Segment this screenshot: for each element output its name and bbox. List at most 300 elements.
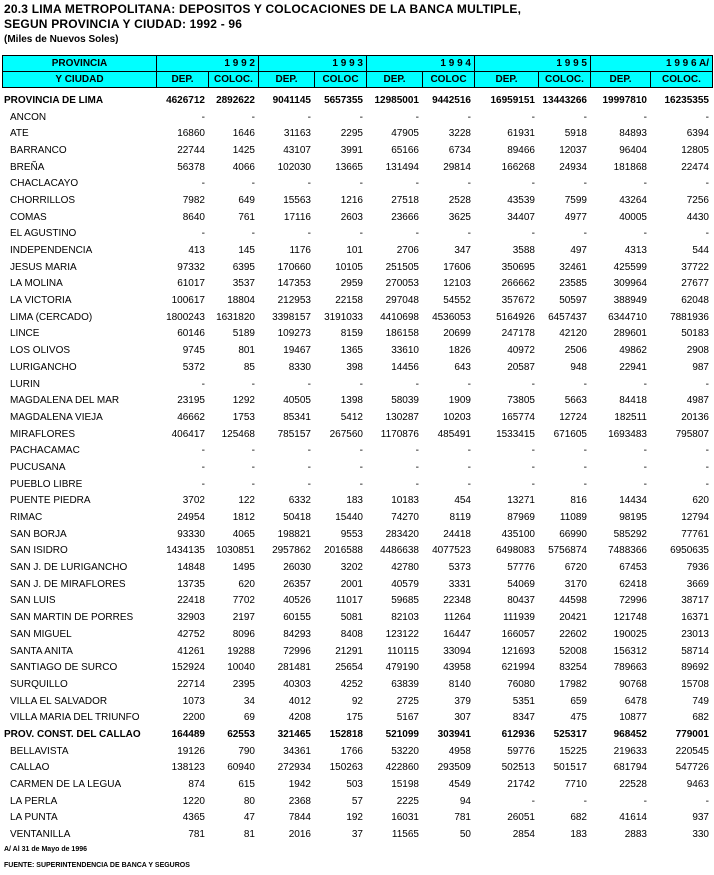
cell-value: 18804 xyxy=(227,295,255,307)
cell-value: - xyxy=(705,228,709,240)
cell-value: 19467 xyxy=(283,345,311,357)
cell-value: 50418 xyxy=(283,512,311,524)
table-row xyxy=(2,693,712,710)
header-sub: DEP. xyxy=(259,72,315,88)
cell-value: 388949 xyxy=(613,295,647,307)
cell-value: - xyxy=(583,378,587,390)
cell-value: 85 xyxy=(243,361,255,373)
row-label: LURIN xyxy=(10,378,41,390)
cell-value: 17982 xyxy=(559,678,587,690)
table-row xyxy=(2,476,712,493)
cell-value: 1030851 xyxy=(216,545,255,557)
cell-value: 779001 xyxy=(675,728,709,740)
cell-value: 219633 xyxy=(613,745,647,757)
cell-value: - xyxy=(531,461,535,473)
row-label: ANCON xyxy=(10,111,47,123)
cell-value: 2603 xyxy=(340,211,363,223)
cell-value: 32903 xyxy=(177,612,205,624)
cell-value: 247178 xyxy=(501,328,535,340)
cell-value: - xyxy=(643,178,647,190)
cell-value: - xyxy=(705,461,709,473)
cell-value: 6332 xyxy=(288,495,311,507)
cell-value: 181868 xyxy=(613,161,647,173)
cell-value: 15440 xyxy=(335,512,363,524)
cell-value: - xyxy=(467,111,471,123)
cell-value: 77761 xyxy=(681,528,709,540)
cell-value: 19288 xyxy=(227,645,255,657)
cell-value: - xyxy=(467,178,471,190)
cell-value: 22158 xyxy=(335,295,363,307)
cell-value: 44598 xyxy=(559,595,587,607)
row-label: RIMAC xyxy=(10,512,43,524)
cell-value: - xyxy=(307,445,311,457)
cell-value: 612936 xyxy=(501,728,535,740)
header-year: 1 9 9 5 xyxy=(475,56,591,72)
cell-value: 4066 xyxy=(232,161,255,173)
cell-value: - xyxy=(251,228,255,240)
cell-value: 72996 xyxy=(283,645,311,657)
cell-value: 5412 xyxy=(340,411,363,423)
cell-value: 1220 xyxy=(182,795,205,807)
cell-value: 7936 xyxy=(686,562,709,574)
cell-value: - xyxy=(643,795,647,807)
cell-value: - xyxy=(307,478,311,490)
cell-value: - xyxy=(531,228,535,240)
header-sub: COLOC. xyxy=(651,72,713,88)
cell-value: 138123 xyxy=(171,762,205,774)
cell-value: 22348 xyxy=(443,595,471,607)
cell-value: 1646 xyxy=(232,128,255,140)
cell-value: 109273 xyxy=(277,328,311,340)
cell-value: - xyxy=(467,378,471,390)
row-label: LINCE xyxy=(10,328,40,340)
cell-value: 521099 xyxy=(385,728,419,740)
row-label: MAGDALENA VIEJA xyxy=(10,411,103,423)
cell-value: - xyxy=(359,228,363,240)
cell-value: - xyxy=(359,461,363,473)
cell-value: 85341 xyxy=(283,411,311,423)
cell-value: 2506 xyxy=(564,345,587,357)
cell-value: 23195 xyxy=(177,395,205,407)
cell-value: 40579 xyxy=(391,578,419,590)
cell-value: 682 xyxy=(570,812,587,824)
cell-value: 14848 xyxy=(177,562,205,574)
cell-value: 8096 xyxy=(232,628,255,640)
cell-value: 24934 xyxy=(559,161,587,173)
cell-value: 1800243 xyxy=(166,311,205,323)
cell-value: 12724 xyxy=(559,411,587,423)
cell-value: 165774 xyxy=(501,411,535,423)
cell-value: 801 xyxy=(238,345,255,357)
cell-value: 5164926 xyxy=(496,311,535,323)
cell-value: 152818 xyxy=(329,728,363,740)
cell-value: 101 xyxy=(346,245,363,257)
cell-value: 350695 xyxy=(501,261,535,273)
cell-value: 40526 xyxy=(283,595,311,607)
cell-value: 272934 xyxy=(277,762,311,774)
cell-value: 948 xyxy=(570,361,587,373)
cell-value: 92 xyxy=(351,695,363,707)
cell-value: - xyxy=(359,178,363,190)
cell-value: 20699 xyxy=(443,328,471,340)
cell-value: 42752 xyxy=(177,628,205,640)
cell-value: 547726 xyxy=(675,762,709,774)
cell-value: 2295 xyxy=(340,128,363,140)
header-sub: DEP. xyxy=(475,72,539,88)
cell-value: 1942 xyxy=(288,779,311,791)
cell-value: 89466 xyxy=(507,144,535,156)
cell-value: 11264 xyxy=(443,612,471,624)
cell-value: 46662 xyxy=(177,411,205,423)
cell-value: 283420 xyxy=(385,528,419,540)
cell-value: 15198 xyxy=(391,779,419,791)
cell-value: 4987 xyxy=(686,395,709,407)
cell-value: 31163 xyxy=(283,128,311,140)
cell-value: 251505 xyxy=(385,261,419,273)
cell-value: 15225 xyxy=(559,745,587,757)
row-label: LIMA (CERCADO) xyxy=(10,311,93,323)
cell-value: 12794 xyxy=(681,512,709,524)
cell-value: 4252 xyxy=(340,678,363,690)
cell-value: 16860 xyxy=(177,128,205,140)
cell-value: 2016 xyxy=(288,829,311,841)
table-row xyxy=(2,209,712,226)
cell-value: 67453 xyxy=(619,562,647,574)
cell-value: 1533415 xyxy=(496,428,535,440)
cell-value: 12037 xyxy=(559,144,587,156)
cell-value: - xyxy=(705,478,709,490)
header-sub: DEP. xyxy=(591,72,651,88)
cell-value: 166057 xyxy=(501,628,535,640)
cell-value: 479190 xyxy=(385,662,419,674)
cell-value: 9463 xyxy=(686,779,709,791)
cell-value: 34 xyxy=(243,695,255,707)
cell-value: 7881936 xyxy=(670,311,709,323)
row-label: LA MOLINA xyxy=(10,278,63,290)
cell-value: 749 xyxy=(692,695,709,707)
header-sub: DEP. xyxy=(367,72,423,88)
cell-value: 43264 xyxy=(619,194,647,206)
cell-value: 7488366 xyxy=(608,545,647,557)
cell-value: - xyxy=(201,478,205,490)
cell-value: 435100 xyxy=(501,528,535,540)
cell-value: 4958 xyxy=(448,745,471,757)
table-row xyxy=(2,593,712,610)
cell-value: 9745 xyxy=(182,345,205,357)
cell-value: 52008 xyxy=(559,645,587,657)
cell-value: 192 xyxy=(346,812,363,824)
cell-value: 3625 xyxy=(448,211,471,223)
cell-value: - xyxy=(415,378,419,390)
cell-value: - xyxy=(531,445,535,457)
cell-value: 43539 xyxy=(507,194,535,206)
cell-value: 20587 xyxy=(507,361,535,373)
cell-value: 122 xyxy=(238,495,255,507)
row-label: JESUS MARIA xyxy=(10,261,77,273)
cell-value: 130287 xyxy=(385,411,419,423)
cell-value: 47 xyxy=(243,812,255,824)
cell-value: 621994 xyxy=(501,662,535,674)
table-row xyxy=(2,226,712,243)
cell-value: 8140 xyxy=(448,678,471,690)
cell-value: 4410698 xyxy=(380,311,419,323)
cell-value: - xyxy=(201,445,205,457)
cell-value: - xyxy=(415,445,419,457)
cell-value: 2528 xyxy=(448,194,471,206)
table-row xyxy=(2,392,712,409)
cell-value: 321465 xyxy=(277,728,311,740)
cell-value: 13443266 xyxy=(542,94,587,106)
cell-value: 379 xyxy=(454,695,471,707)
cell-value: - xyxy=(251,378,255,390)
cell-value: 6950635 xyxy=(670,545,709,557)
cell-value: 682 xyxy=(692,712,709,724)
cell-value: - xyxy=(359,478,363,490)
table-row xyxy=(2,493,712,510)
cell-value: 16959151 xyxy=(490,94,535,106)
cell-value: 73805 xyxy=(507,395,535,407)
cell-value: - xyxy=(531,795,535,807)
table-row xyxy=(2,576,712,593)
table-row xyxy=(2,559,712,576)
cell-value: 22528 xyxy=(619,779,647,791)
header-sub: DEP. xyxy=(157,72,209,88)
cell-value: 297048 xyxy=(385,295,419,307)
cell-value: - xyxy=(583,111,587,123)
cell-value: 24954 xyxy=(177,512,205,524)
cell-value: 485491 xyxy=(437,428,471,440)
row-label: COMAS xyxy=(10,211,47,223)
cell-value: - xyxy=(359,445,363,457)
cell-value: 57776 xyxy=(507,562,535,574)
cell-value: - xyxy=(307,111,311,123)
cell-value: 406417 xyxy=(171,428,205,440)
cell-value: 4486638 xyxy=(380,545,419,557)
cell-value: 1292 xyxy=(232,395,255,407)
cell-value: 145 xyxy=(238,245,255,257)
cell-value: 58714 xyxy=(681,645,709,657)
cell-value: 6457437 xyxy=(548,311,587,323)
cell-value: 501517 xyxy=(553,762,587,774)
table-row xyxy=(2,726,712,743)
cell-value: 2395 xyxy=(232,678,255,690)
cell-value: 5756874 xyxy=(548,545,587,557)
cell-value: 50 xyxy=(459,829,471,841)
cell-value: 61931 xyxy=(507,128,535,140)
cell-value: 22474 xyxy=(681,161,709,173)
cell-value: 8347 xyxy=(512,712,535,724)
cell-value: 7710 xyxy=(564,779,587,791)
cell-value: 98195 xyxy=(619,512,647,524)
cell-value: - xyxy=(643,461,647,473)
cell-value: 303941 xyxy=(437,728,471,740)
row-label: PROV. CONST. DEL CALLAO xyxy=(4,728,141,740)
cell-value: 37722 xyxy=(681,261,709,273)
cell-value: 96404 xyxy=(619,144,647,156)
cell-value: - xyxy=(643,445,647,457)
row-label: MAGDALENA DEL MAR xyxy=(10,395,120,407)
cell-value: 1216 xyxy=(340,194,363,206)
table-row xyxy=(2,509,712,526)
row-label: INDEPENDENCIA xyxy=(10,245,93,257)
cell-value: 620 xyxy=(238,578,255,590)
cell-value: - xyxy=(201,111,205,123)
row-label: PUENTE PIEDRA xyxy=(10,495,91,507)
cell-value: 27518 xyxy=(391,194,419,206)
table-header xyxy=(2,55,713,88)
cell-value: 22744 xyxy=(177,144,205,156)
row-label: ATE xyxy=(10,128,29,140)
cell-value: 16031 xyxy=(391,812,419,824)
data-table xyxy=(2,92,712,843)
cell-value: 3991 xyxy=(340,144,363,156)
cell-value: 7702 xyxy=(232,595,255,607)
cell-value: 5189 xyxy=(232,328,255,340)
cell-value: 102030 xyxy=(277,161,311,173)
table-row xyxy=(2,409,712,426)
cell-value: - xyxy=(307,228,311,240)
source-note: FUENTE: SUPERINTENDENCIA DE BANCA Y SEGUROS xyxy=(4,862,190,869)
cell-value: - xyxy=(415,178,419,190)
cell-value: 13735 xyxy=(177,578,205,590)
cell-value: 2001 xyxy=(340,578,363,590)
cell-value: 212953 xyxy=(277,295,311,307)
cell-value: 425599 xyxy=(613,261,647,273)
header-sub: COLOC xyxy=(315,72,367,88)
cell-value: 43107 xyxy=(283,144,311,156)
cell-value: 781 xyxy=(454,812,471,824)
cell-value: 307 xyxy=(454,712,471,724)
cell-value: 13271 xyxy=(507,495,535,507)
row-label: SAN LUIS xyxy=(10,595,56,607)
cell-value: 502513 xyxy=(501,762,535,774)
cell-value: 83254 xyxy=(559,662,587,674)
cell-value: 183 xyxy=(346,495,363,507)
row-label: PUCUSANA xyxy=(10,461,66,473)
cell-value: 585292 xyxy=(613,528,647,540)
cell-value: - xyxy=(583,795,587,807)
table-row xyxy=(2,92,712,109)
cell-value: 17116 xyxy=(283,211,311,223)
cell-value: 74270 xyxy=(391,512,419,524)
table-row xyxy=(2,709,712,726)
cell-value: 525317 xyxy=(553,728,587,740)
table-row xyxy=(2,192,712,209)
table-row xyxy=(2,426,712,443)
cell-value: 3191033 xyxy=(324,311,363,323)
cell-value: 3202 xyxy=(340,562,363,574)
cell-value: 2706 xyxy=(396,245,419,257)
header-col-label-1: PROVINCIA xyxy=(3,56,157,72)
cell-value: 58039 xyxy=(391,395,419,407)
cell-value: 6344710 xyxy=(608,311,647,323)
cell-value: 4549 xyxy=(448,779,471,791)
cell-value: 2725 xyxy=(396,695,419,707)
cell-value: - xyxy=(531,378,535,390)
cell-value: 84293 xyxy=(283,628,311,640)
cell-value: 40005 xyxy=(619,211,647,223)
cell-value: 8119 xyxy=(449,512,471,524)
table-row xyxy=(2,242,712,259)
cell-value: 50597 xyxy=(559,295,587,307)
cell-value: 22714 xyxy=(177,678,205,690)
cell-value: 22418 xyxy=(177,595,205,607)
cell-value: 22941 xyxy=(619,361,647,373)
cell-value: 93330 xyxy=(177,528,205,540)
table-row xyxy=(2,292,712,309)
cell-value: - xyxy=(643,228,647,240)
cell-value: - xyxy=(531,111,535,123)
cell-value: 987 xyxy=(692,361,709,373)
row-label: CARMEN DE LA LEGUA xyxy=(10,779,122,791)
cell-value: 475 xyxy=(570,712,587,724)
cell-value: 1425 xyxy=(232,144,255,156)
cell-value: 8640 xyxy=(182,211,205,223)
table-title-line-2: SEGUN PROVINCIA Y CIUDAD: 1992 - 96 xyxy=(4,17,243,31)
cell-value: 1766 xyxy=(340,745,363,757)
cell-value: 76080 xyxy=(507,678,535,690)
cell-value: 220545 xyxy=(675,745,709,757)
cell-value: 43958 xyxy=(443,662,471,674)
cell-value: - xyxy=(251,478,255,490)
cell-value: - xyxy=(359,111,363,123)
cell-value: 156312 xyxy=(613,645,647,657)
cell-value: 33610 xyxy=(391,345,419,357)
row-label: LA PUNTA xyxy=(10,812,58,824)
row-label: SAN BORJA xyxy=(10,528,67,540)
cell-value: 54552 xyxy=(443,295,471,307)
cell-value: - xyxy=(583,478,587,490)
cell-value: - xyxy=(307,378,311,390)
cell-value: 23585 xyxy=(559,278,587,290)
row-label: SAN J. DE LURIGANCHO xyxy=(10,562,128,574)
cell-value: 121693 xyxy=(501,645,535,657)
cell-value: 59776 xyxy=(507,745,535,757)
cell-value: 62553 xyxy=(227,728,255,740)
cell-value: 198821 xyxy=(277,528,311,540)
cell-value: 84418 xyxy=(619,395,647,407)
cell-value: - xyxy=(201,178,205,190)
cell-value: 9442516 xyxy=(432,94,471,106)
cell-value: - xyxy=(415,228,419,240)
cell-value: 6478 xyxy=(624,695,647,707)
cell-value: - xyxy=(251,178,255,190)
header-col-label-2: Y CIUDAD xyxy=(3,72,157,88)
cell-value: 643 xyxy=(454,361,471,373)
table-row xyxy=(2,826,712,843)
table-row xyxy=(2,175,712,192)
cell-value: 40303 xyxy=(283,678,311,690)
cell-value: - xyxy=(359,378,363,390)
cell-value: 19997810 xyxy=(602,94,647,106)
table-row xyxy=(2,259,712,276)
cell-value: 6720 xyxy=(564,562,587,574)
cell-value: 60146 xyxy=(177,328,205,340)
row-label: SANTA ANITA xyxy=(10,645,73,657)
cell-value: 11089 xyxy=(559,512,587,524)
cell-value: 309964 xyxy=(613,278,647,290)
row-label: SAN MIGUEL xyxy=(10,628,72,640)
cell-value: 2959 xyxy=(340,278,363,290)
table-row xyxy=(2,442,712,459)
cell-value: - xyxy=(583,445,587,457)
cell-value: 13665 xyxy=(335,161,363,173)
cell-value: 790 xyxy=(238,745,255,757)
cell-value: - xyxy=(643,478,647,490)
cell-value: 789663 xyxy=(613,662,647,674)
cell-value: 620 xyxy=(692,495,709,507)
cell-value: 111939 xyxy=(503,612,535,624)
